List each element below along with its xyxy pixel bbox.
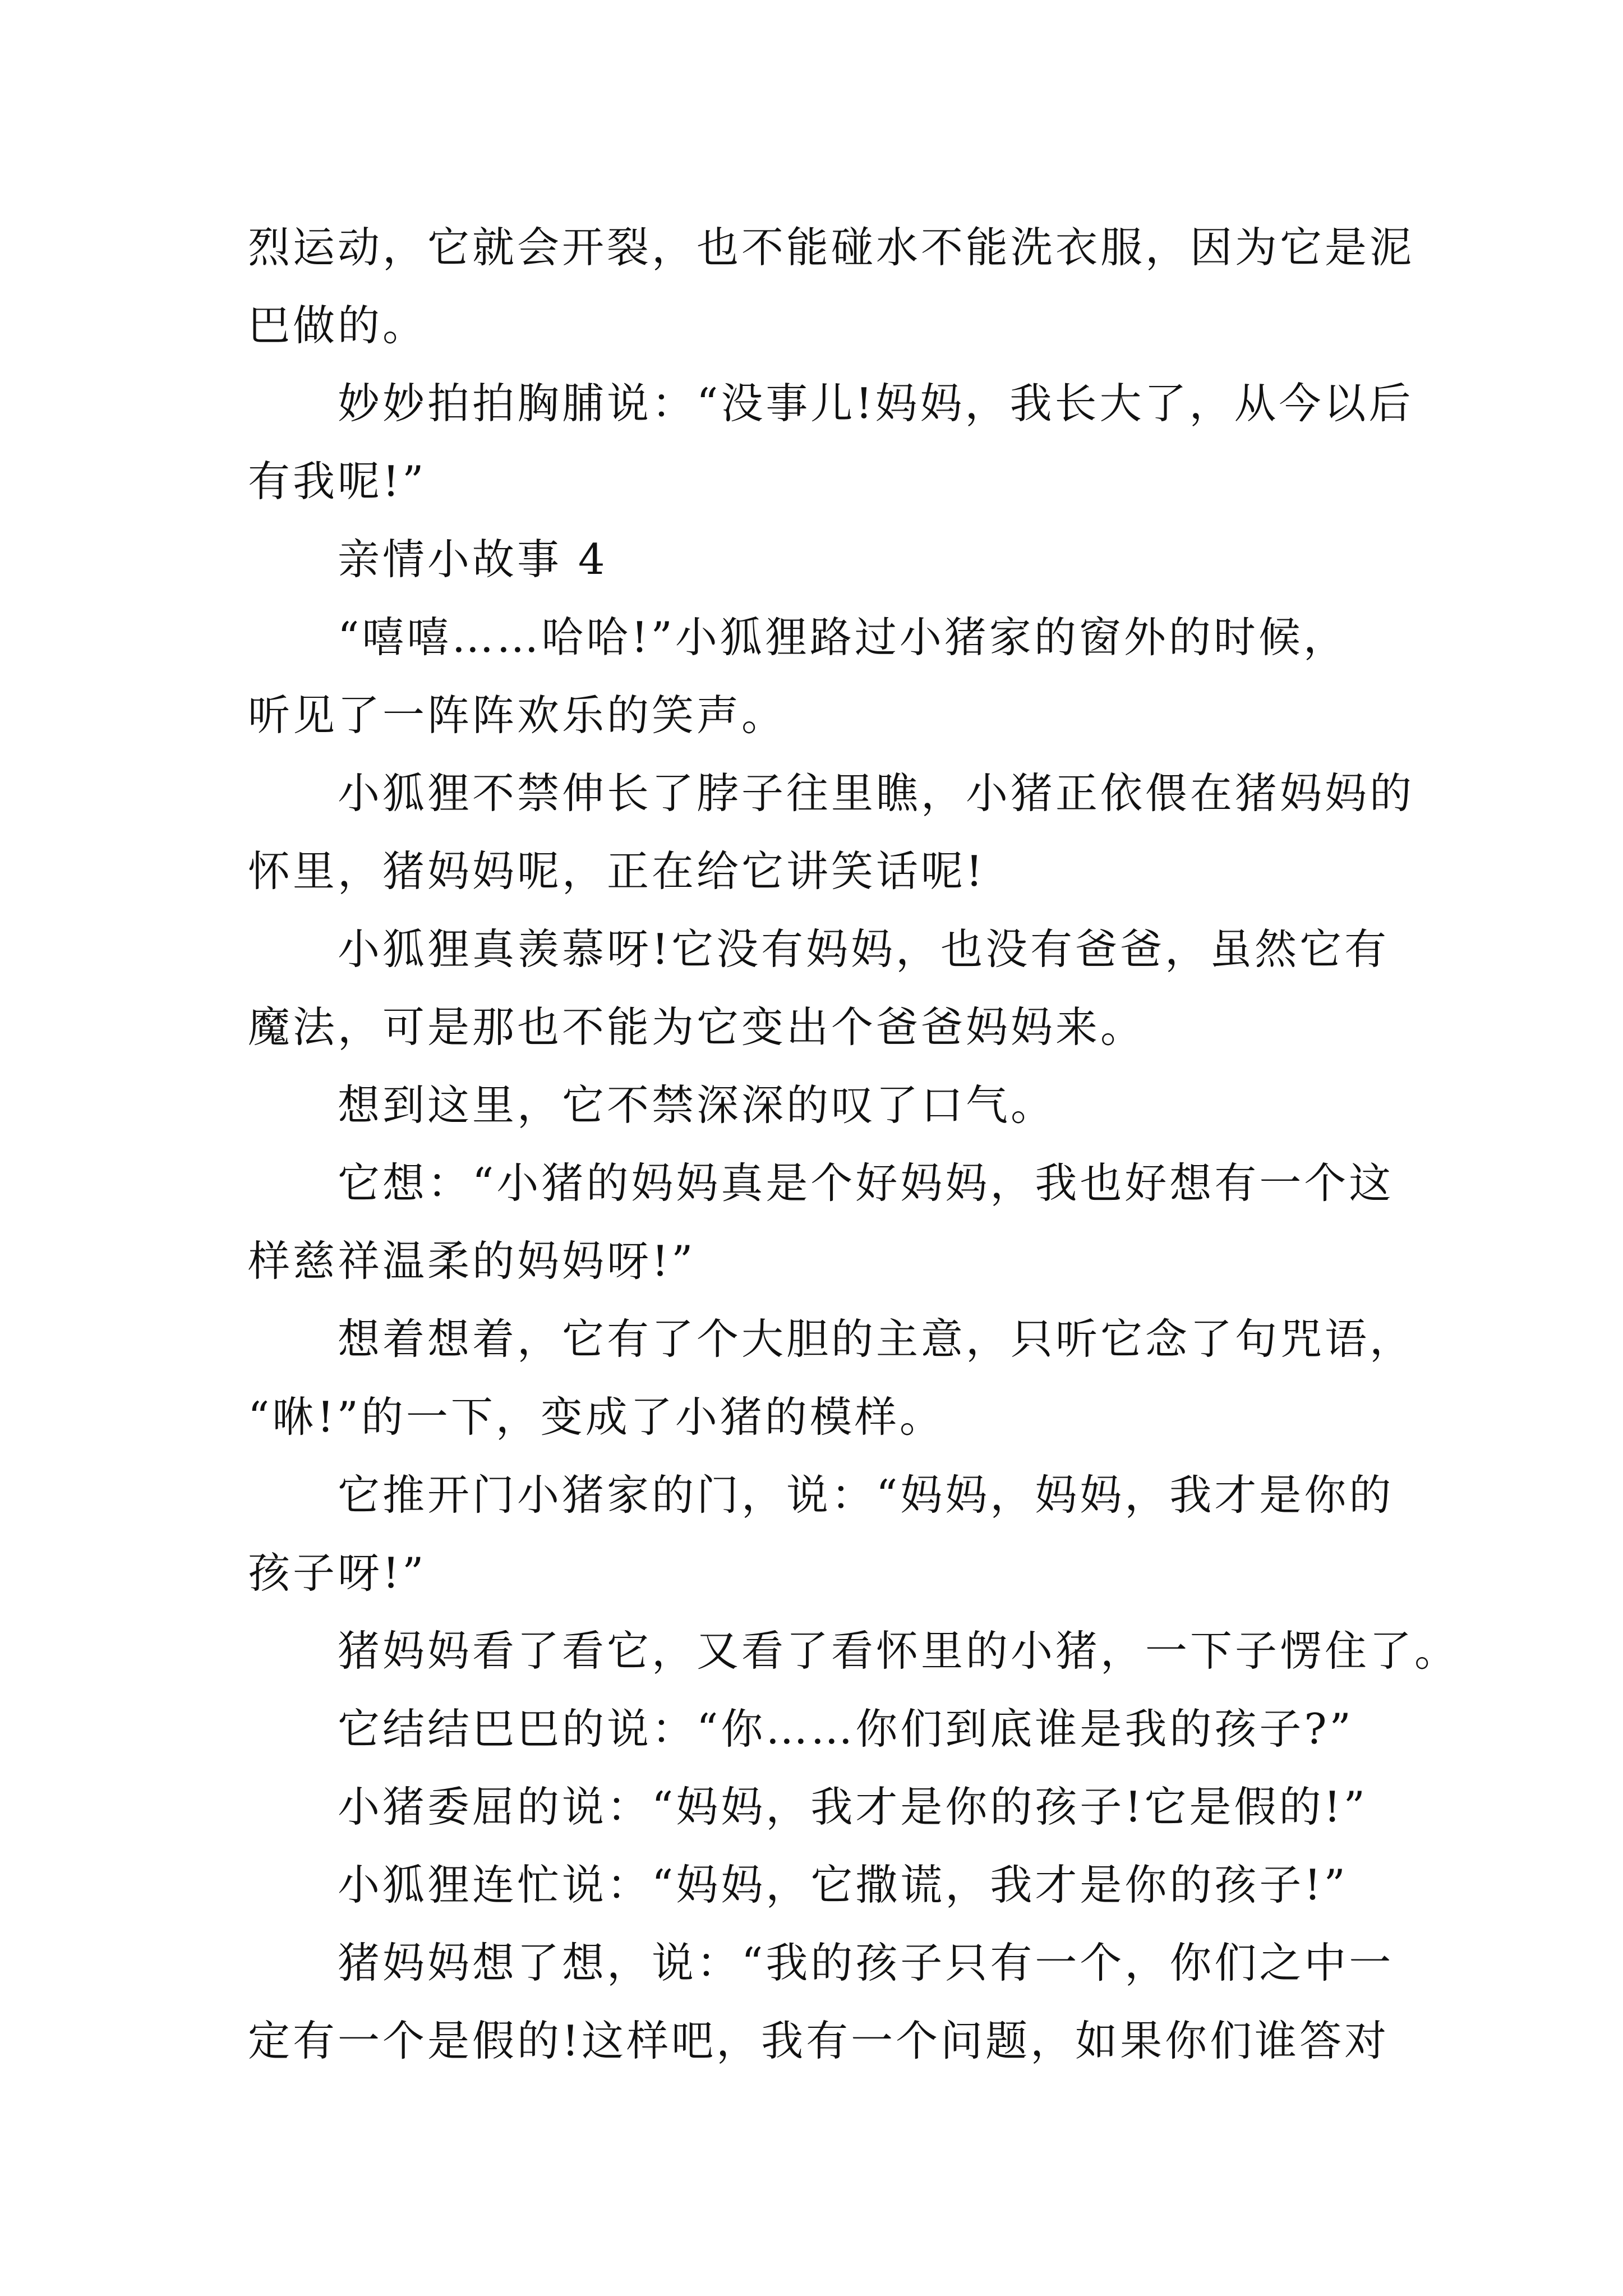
text-line: 孩子呀!” xyxy=(248,1548,427,1598)
text-line: 小狐狸真羡慕呀!它没有妈妈，也没有爸爸，虽然它有 xyxy=(338,924,1390,974)
text-line: “咻!”的一下，变成了小猪的模样。 xyxy=(248,1392,944,1442)
text-line: 怀里，猪妈妈呢，正在给它讲笑话呢! xyxy=(248,846,986,896)
text-line: 猪妈妈看了看它，又看了看怀里的小猪，一下子愣住了。 xyxy=(338,1626,1460,1676)
text-line: 有我呢!” xyxy=(248,457,427,506)
text-line: 魔法，可是那也不能为它变出个爸爸妈妈来。 xyxy=(248,1002,1146,1052)
text-line: 想着想着，它有了个大胆的主意，只听它念了句咒语， xyxy=(338,1314,1415,1364)
section-heading: 亲情小故事 4 xyxy=(338,535,608,584)
text-line: 猪妈妈想了想，说：“我的孩子只有一个，你们之中一 xyxy=(338,1938,1394,1987)
text-line: 烈运动，它就会开裂，也不能碰水不能洗衣服，因为它是泥 xyxy=(248,223,1415,272)
text-line: 它想：“小猪的妈妈真是个好妈妈，我也好想有一个这 xyxy=(338,1158,1394,1208)
text-line: “嘻嘻……哈哈!”小狐狸路过小猪家的窗外的时候， xyxy=(338,613,1348,662)
text-line: 它结结巴巴的说：“你……你们到底谁是我的孩子?” xyxy=(338,1704,1354,1754)
text-line: 妙妙拍拍胸脯说：“没事儿!妈妈，我长大了，从今以后 xyxy=(338,379,1414,428)
text-line: 听见了一阵阵欢乐的笑声。 xyxy=(248,691,787,740)
text-line: 小猪委屈的说：“妈妈，我才是你的孩子!它是假的!” xyxy=(338,1782,1368,1832)
text-line: 巴做的。 xyxy=(248,301,428,350)
text-line: 样慈祥温柔的妈妈呀!” xyxy=(248,1236,696,1286)
text-line: 定有一个是假的!这样吧，我有一个问题，如果你们谁答对 xyxy=(248,2016,1390,2065)
text-line: 它推开门小猪家的门，说：“妈妈，妈妈，我才是你的 xyxy=(338,1470,1394,1520)
story-text xyxy=(248,209,1460,2080)
text-line: 小狐狸不禁伸长了脖子往里瞧，小猪正依偎在猪妈妈的 xyxy=(338,769,1415,818)
text-line: 想到这里，它不禁深深的叹了口气。 xyxy=(338,1080,1056,1130)
text-line: 小狐狸连忙说：“妈妈，它撒谎，我才是你的孩子!” xyxy=(338,1860,1348,1910)
